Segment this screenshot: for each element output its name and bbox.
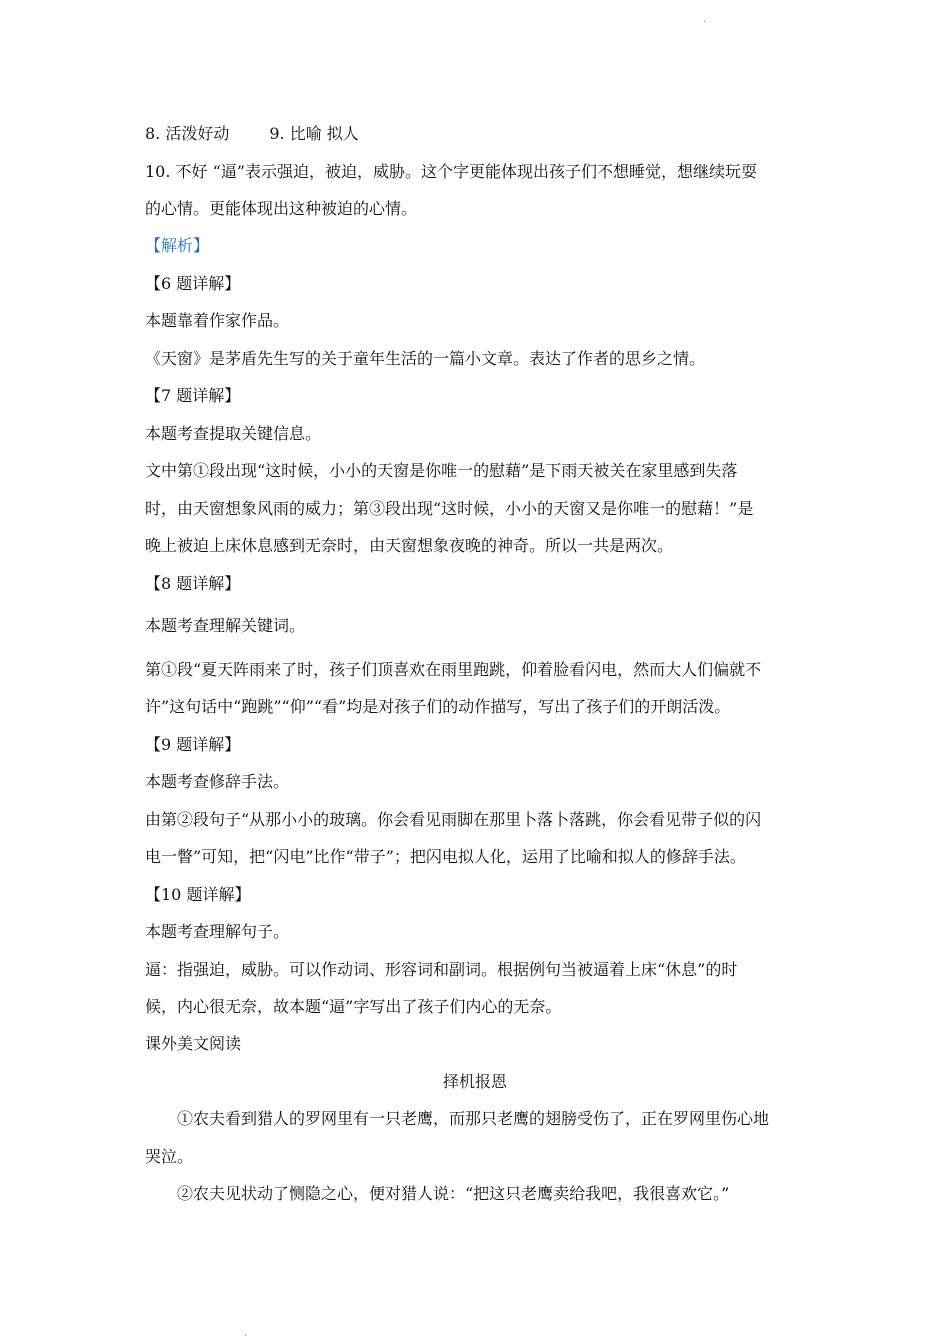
q9-line: 由第②段句子“从那小小的玻璃。你会看见雨脚在那里卜落卜落跳，你会看见带子似的闪 <box>145 810 762 829</box>
q7-line: 晚上被迫上床休息感到无奈时，由天窗想象夜晚的神奇。所以一共是两次。 <box>145 536 674 555</box>
q6-line: 《天窗》是茅盾先生写的关于童年生活的一篇小文章。表达了作者的思乡之情。 <box>145 349 706 368</box>
q6-heading: 【6 题详解】 <box>145 274 241 293</box>
footer-mark: . <box>244 1328 248 1339</box>
q10-line: 逼：指强迫，威胁。可以作动词、形容词和副词。根据例句当被逼着上床“休息”的时 <box>145 960 738 979</box>
q8-line: 本题考查理解关键词。 <box>145 616 306 635</box>
story-paragraph-2: ②农夫见状动了恻隐之心，便对猎人说：“把这只老鹰卖给我吧，我很喜欢它。” <box>177 1184 730 1203</box>
q7-line: 时，由天窗想象风雨的威力；第③段出现“这时候，小小的天窗又是你唯一的慰藉！”是 <box>145 499 754 518</box>
story-title: 择机报恩 <box>442 1072 507 1091</box>
q9-heading: 【9 题详解】 <box>145 735 241 754</box>
header-mark: . <box>703 14 707 25</box>
q9-line: 本题考查修辞手法。 <box>145 772 290 791</box>
answer-line-8-9 <box>145 124 815 144</box>
q9-line: 电一瞥”可知，把“闪电”比作“带子”；把闪电拟人化，运用了比喻和拟人的修辞手法。 <box>145 847 746 866</box>
answer-8: 8. 活泼好动 <box>145 124 230 143</box>
answer-10-line-2: 的心情。更能体现出这种被迫的心情。 <box>145 199 418 218</box>
q8-line: 许”这句话中“跑跳”“仰”“看”均是对孩子们的动作描写，写出了孩子们的开朗活泼。 <box>145 697 731 716</box>
analysis-label: 【解析】 <box>145 236 210 255</box>
q8-heading: 【8 题详解】 <box>145 574 241 593</box>
section-title: 课外美文阅读 <box>145 1034 242 1053</box>
q7-line: 本题考查提取关键信息。 <box>145 424 322 443</box>
q7-line: 文中第①段出现“这时候，小小的天窗是你唯一的慰藉”是下雨天被关在家里感到失落 <box>145 461 738 480</box>
q10-line: 本题考查理解句子。 <box>145 922 290 941</box>
q7-heading: 【7 题详解】 <box>145 386 241 405</box>
q10-line: 候，内心很无奈，故本题“逼”字写出了孩子们内心的无奈。 <box>145 997 562 1016</box>
story-paragraph-1: ①农夫看到猎人的罗网里有一只老鹰，而那只老鹰的翅膀受伤了，正在罗网里伤心地 <box>177 1109 770 1128</box>
answer-9: 9. 比喻 拟人 <box>269 124 359 143</box>
q6-line: 本题靠着作家作品。 <box>145 311 290 330</box>
q10-heading: 【10 题详解】 <box>145 885 251 904</box>
answer-10-line-1: 10. 不好 “逼”表示强迫，被迫，威胁。这个字更能体现出孩子们不想睡觉，想继续玩耍 <box>145 162 757 181</box>
story-paragraph-1-cont: 哭泣。 <box>145 1147 194 1166</box>
q8-line: 第①段“夏天阵雨来了时，孩子们顶喜欢在雨里跑跳，仰着脸看闪电，然而大人们偏就不 <box>145 660 762 679</box>
